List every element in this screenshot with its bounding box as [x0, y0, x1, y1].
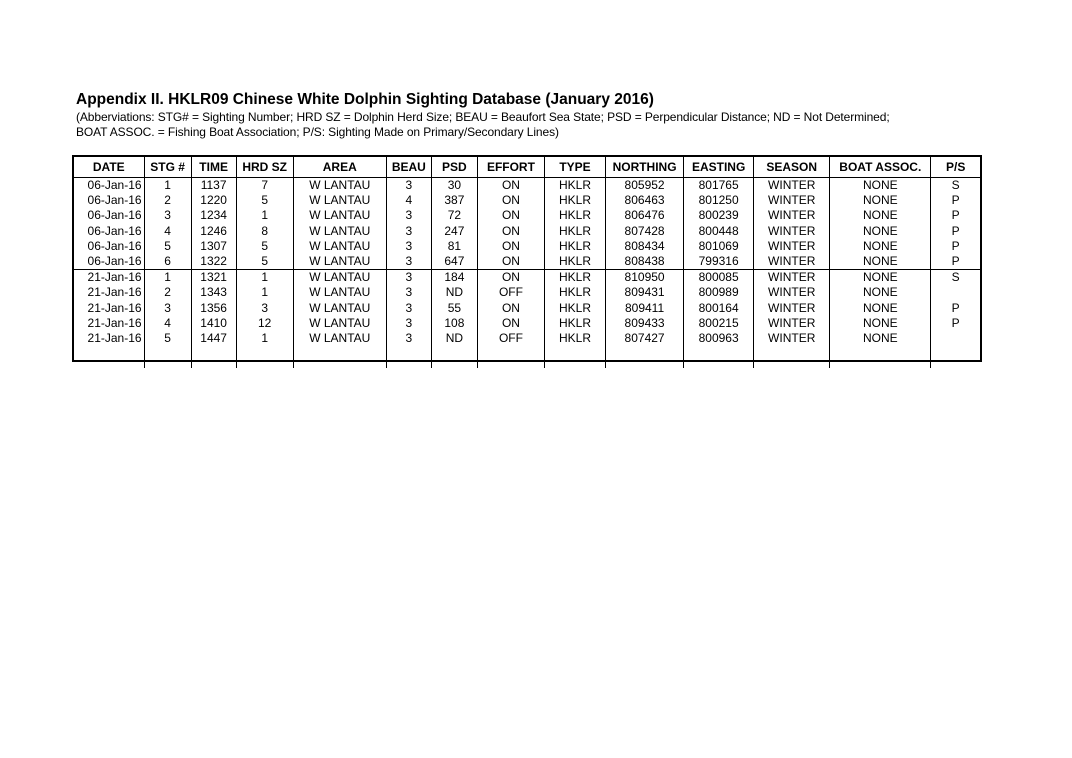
table-cell: W LANTAU	[293, 239, 386, 254]
col-header: SEASON	[754, 157, 830, 178]
table-cell: ON	[477, 301, 544, 316]
table-cell: 647	[431, 254, 477, 270]
table-cell: W LANTAU	[293, 316, 386, 331]
table-cell-empty	[931, 346, 980, 368]
table-cell: 1220	[191, 193, 236, 208]
table-row	[74, 254, 980, 270]
table-cell: 184	[431, 270, 477, 286]
table-cell: 21-Jan-16	[74, 301, 144, 316]
table-cell: 5	[236, 254, 293, 270]
table-cell: NONE	[830, 285, 931, 300]
table-cell-empty	[477, 346, 544, 368]
table-cell	[931, 331, 980, 346]
table-cell: OFF	[477, 331, 544, 346]
table-cell: 1246	[191, 224, 236, 239]
table-cell: 1	[236, 208, 293, 223]
table-cell: 3	[386, 224, 431, 239]
col-header: NORTHING	[606, 157, 684, 178]
table-cell: 1	[236, 331, 293, 346]
table-cell: 2	[144, 285, 191, 300]
table-cell: 800989	[684, 285, 754, 300]
col-header: STG #	[144, 157, 191, 178]
abbreviations-note	[76, 110, 890, 140]
table-cell: 30	[431, 178, 477, 194]
table-cell: 1	[144, 178, 191, 194]
table-cell: 3	[386, 208, 431, 223]
table-cell: WINTER	[754, 239, 830, 254]
table-cell: ON	[477, 270, 544, 286]
table-cell: S	[931, 270, 980, 286]
table-cell: 81	[431, 239, 477, 254]
table-cell: NONE	[830, 239, 931, 254]
table-cell: 21-Jan-16	[74, 316, 144, 331]
col-header: AREA	[293, 157, 386, 178]
table-cell: NONE	[830, 301, 931, 316]
table-cell: 21-Jan-16	[74, 270, 144, 286]
table-cell	[931, 285, 980, 300]
table-cell-empty	[293, 346, 386, 368]
table-row	[74, 193, 980, 208]
table-cell: W LANTAU	[293, 331, 386, 346]
table-cell: 807427	[606, 331, 684, 346]
table-cell: 7	[236, 178, 293, 194]
table-cell: WINTER	[754, 270, 830, 286]
table-cell: 800085	[684, 270, 754, 286]
table-cell: 809411	[606, 301, 684, 316]
table-cell: 3	[386, 285, 431, 300]
col-header: EASTING	[684, 157, 754, 178]
table-cell-empty	[191, 346, 236, 368]
table-cell: WINTER	[754, 208, 830, 223]
table-cell: 3	[144, 208, 191, 223]
table-cell: 06-Jan-16	[74, 193, 144, 208]
col-header: BOAT ASSOC.	[830, 157, 931, 178]
table-cell: W LANTAU	[293, 178, 386, 194]
table-row	[74, 270, 980, 286]
col-header: HRD SZ	[236, 157, 293, 178]
col-header: EFFORT	[477, 157, 544, 178]
table-cell: 247	[431, 224, 477, 239]
table-cell-empty	[754, 346, 830, 368]
table-cell: 5	[236, 193, 293, 208]
table-cell: 12	[236, 316, 293, 331]
table-cell: 55	[431, 301, 477, 316]
table-cell: 807428	[606, 224, 684, 239]
table-cell: 3	[386, 301, 431, 316]
table-cell: HKLR	[544, 208, 605, 223]
table-cell-empty	[830, 346, 931, 368]
table-cell: 800215	[684, 316, 754, 331]
table-cell: 21-Jan-16	[74, 331, 144, 346]
table-cell: 800448	[684, 224, 754, 239]
table-cell-empty	[236, 346, 293, 368]
page-title: Appendix II. HKLR09 Chinese White Dolphin Sighting Database (January 2016)	[76, 91, 654, 108]
table-row	[74, 285, 980, 300]
table-cell: NONE	[830, 208, 931, 223]
col-header: PSD	[431, 157, 477, 178]
table-cell: ON	[477, 224, 544, 239]
table-cell: P	[951, 315, 960, 330]
table-cell: 06-Jan-16	[74, 254, 144, 270]
table-cell: ON	[477, 316, 544, 331]
table-cell: NONE	[830, 254, 931, 270]
table-cell: 4	[144, 316, 191, 331]
table-cell: S	[951, 178, 960, 193]
table-cell: 3	[386, 331, 431, 346]
table-cell: P	[951, 208, 960, 223]
col-header: TYPE	[544, 157, 605, 178]
table-cell: 3	[386, 270, 431, 286]
table-cell: 809433	[606, 316, 684, 331]
table-cell: 1137	[191, 178, 236, 194]
table-cell-empty	[74, 346, 144, 368]
col-header: TIME	[191, 157, 236, 178]
sighting-table	[74, 157, 980, 368]
table-cell: HKLR	[544, 254, 605, 270]
table-cell: 4	[144, 224, 191, 239]
col-header: DATE	[74, 157, 144, 178]
table-cell: 806463	[606, 193, 684, 208]
table-cell: 1410	[191, 316, 236, 331]
table-cell: 3	[386, 178, 431, 194]
table-cell-empty	[606, 346, 684, 368]
table-cell: 1	[144, 270, 191, 286]
table-cell: 801765	[684, 178, 754, 194]
table-cell: 2	[144, 193, 191, 208]
table-cell: W LANTAU	[293, 254, 386, 270]
table-row	[74, 331, 980, 346]
table-cell: 1	[236, 270, 293, 286]
table-cell: 06-Jan-16	[74, 208, 144, 223]
table-cell: ON	[477, 239, 544, 254]
table-cell-empty	[431, 346, 477, 368]
table-cell: P	[951, 223, 960, 238]
table-cell: 801069	[684, 239, 754, 254]
table-cell: 3	[386, 316, 431, 331]
table-cell: W LANTAU	[293, 193, 386, 208]
table-cell: 800164	[684, 301, 754, 316]
table-row	[74, 178, 980, 194]
table-cell: P	[951, 300, 960, 315]
table-cell: W LANTAU	[293, 270, 386, 286]
table-cell: 808438	[606, 254, 684, 270]
table-cell: P	[951, 238, 960, 253]
table-cell: ON	[477, 193, 544, 208]
table-cell: 108	[431, 316, 477, 331]
table-row	[74, 239, 980, 254]
table-cell: ON	[477, 254, 544, 270]
table-cell: 809431	[606, 285, 684, 300]
sighting-table-frame	[72, 155, 982, 362]
table-cell: NONE	[830, 331, 931, 346]
table-cell: NONE	[830, 224, 931, 239]
table-cell: ON	[477, 208, 544, 223]
table-cell-empty	[544, 346, 605, 368]
table-cell: WINTER	[754, 316, 830, 331]
table-cell: 1234	[191, 208, 236, 223]
table-cell: NONE	[830, 178, 931, 194]
table-cell: 4	[386, 193, 431, 208]
table-cell: 1322	[191, 254, 236, 270]
table-cell: 805952	[606, 178, 684, 194]
table-cell: NONE	[830, 193, 931, 208]
table-header-row	[74, 157, 980, 178]
table-cell: 1321	[191, 270, 236, 286]
table-cell: 21-Jan-16	[74, 285, 144, 300]
table-cell: 801250	[684, 193, 754, 208]
table-cell: NONE	[830, 270, 931, 286]
table-cell: 1447	[191, 331, 236, 346]
col-header: BEAU	[386, 157, 431, 178]
col-header: P/S	[931, 157, 980, 178]
table-cell: WINTER	[754, 254, 830, 270]
table-cell: 06-Jan-16	[74, 224, 144, 239]
table-cell: 808434	[606, 239, 684, 254]
table-cell: W LANTAU	[293, 224, 386, 239]
table-cell: HKLR	[544, 301, 605, 316]
table-cell: 06-Jan-16	[74, 178, 144, 194]
table-cell: 387	[431, 193, 477, 208]
table-cell: WINTER	[754, 193, 830, 208]
table-cell: W LANTAU	[293, 285, 386, 300]
table-cell-empty	[684, 346, 754, 368]
table-cell: 8	[236, 224, 293, 239]
table-cell: 800239	[684, 208, 754, 223]
table-cell: 72	[431, 208, 477, 223]
table-filler-row	[74, 346, 980, 368]
table-cell: 3	[386, 239, 431, 254]
table-cell: HKLR	[544, 193, 605, 208]
table-cell: HKLR	[544, 270, 605, 286]
table-cell: HKLR	[544, 224, 605, 239]
table-cell: WINTER	[754, 285, 830, 300]
table-cell: W LANTAU	[293, 208, 386, 223]
table-cell: 5	[236, 239, 293, 254]
table-cell: WINTER	[754, 301, 830, 316]
table-cell: 810950	[606, 270, 684, 286]
table-cell: 5	[144, 239, 191, 254]
table-cell: 1343	[191, 285, 236, 300]
table-cell: 806476	[606, 208, 684, 223]
table-cell: ON	[477, 178, 544, 194]
table-cell: P	[951, 193, 960, 208]
table-cell: WINTER	[754, 331, 830, 346]
table-cell: HKLR	[544, 239, 605, 254]
table-cell: HKLR	[544, 285, 605, 300]
table-cell: 06-Jan-16	[74, 239, 144, 254]
table-cell: W LANTAU	[293, 301, 386, 316]
table-cell: HKLR	[544, 316, 605, 331]
table-cell: 5	[144, 331, 191, 346]
abbreviations-line-2: BOAT ASSOC. = Fishing Boat Association; P/S: Sighting Made on Primary/Secondary Lines)	[76, 125, 559, 139]
table-cell: 1	[236, 285, 293, 300]
table-cell: HKLR	[544, 178, 605, 194]
table-cell-empty	[386, 346, 431, 368]
table-body	[74, 178, 980, 369]
table-cell: WINTER	[754, 178, 830, 194]
table-cell: 800963	[684, 331, 754, 346]
table-cell: 6	[144, 254, 191, 270]
table-cell: P	[951, 254, 960, 269]
table-cell: ND	[431, 285, 477, 300]
table-cell: HKLR	[544, 331, 605, 346]
table-cell: 3	[144, 301, 191, 316]
table-cell: OFF	[477, 285, 544, 300]
table-cell: NONE	[830, 316, 931, 331]
table-row	[74, 301, 980, 316]
table-cell: 3	[386, 254, 431, 270]
table-cell: ND	[431, 331, 477, 346]
table-row	[74, 224, 980, 239]
table-cell: 3	[236, 301, 293, 316]
table-cell-empty	[144, 346, 191, 368]
abbreviations-line-1: (Abberviations: STG# = Sighting Number; HRD SZ = Dolphin Herd Size; BEAU = Beaufort Sea State; PSD = Perpendicular Distance; ND = Not Determined;	[76, 110, 890, 124]
table-cell: 1356	[191, 301, 236, 316]
table-cell: WINTER	[754, 224, 830, 239]
table-row	[74, 208, 980, 223]
table-cell: 799316	[684, 254, 754, 270]
table-row	[74, 316, 980, 331]
table-cell: 1307	[191, 239, 236, 254]
